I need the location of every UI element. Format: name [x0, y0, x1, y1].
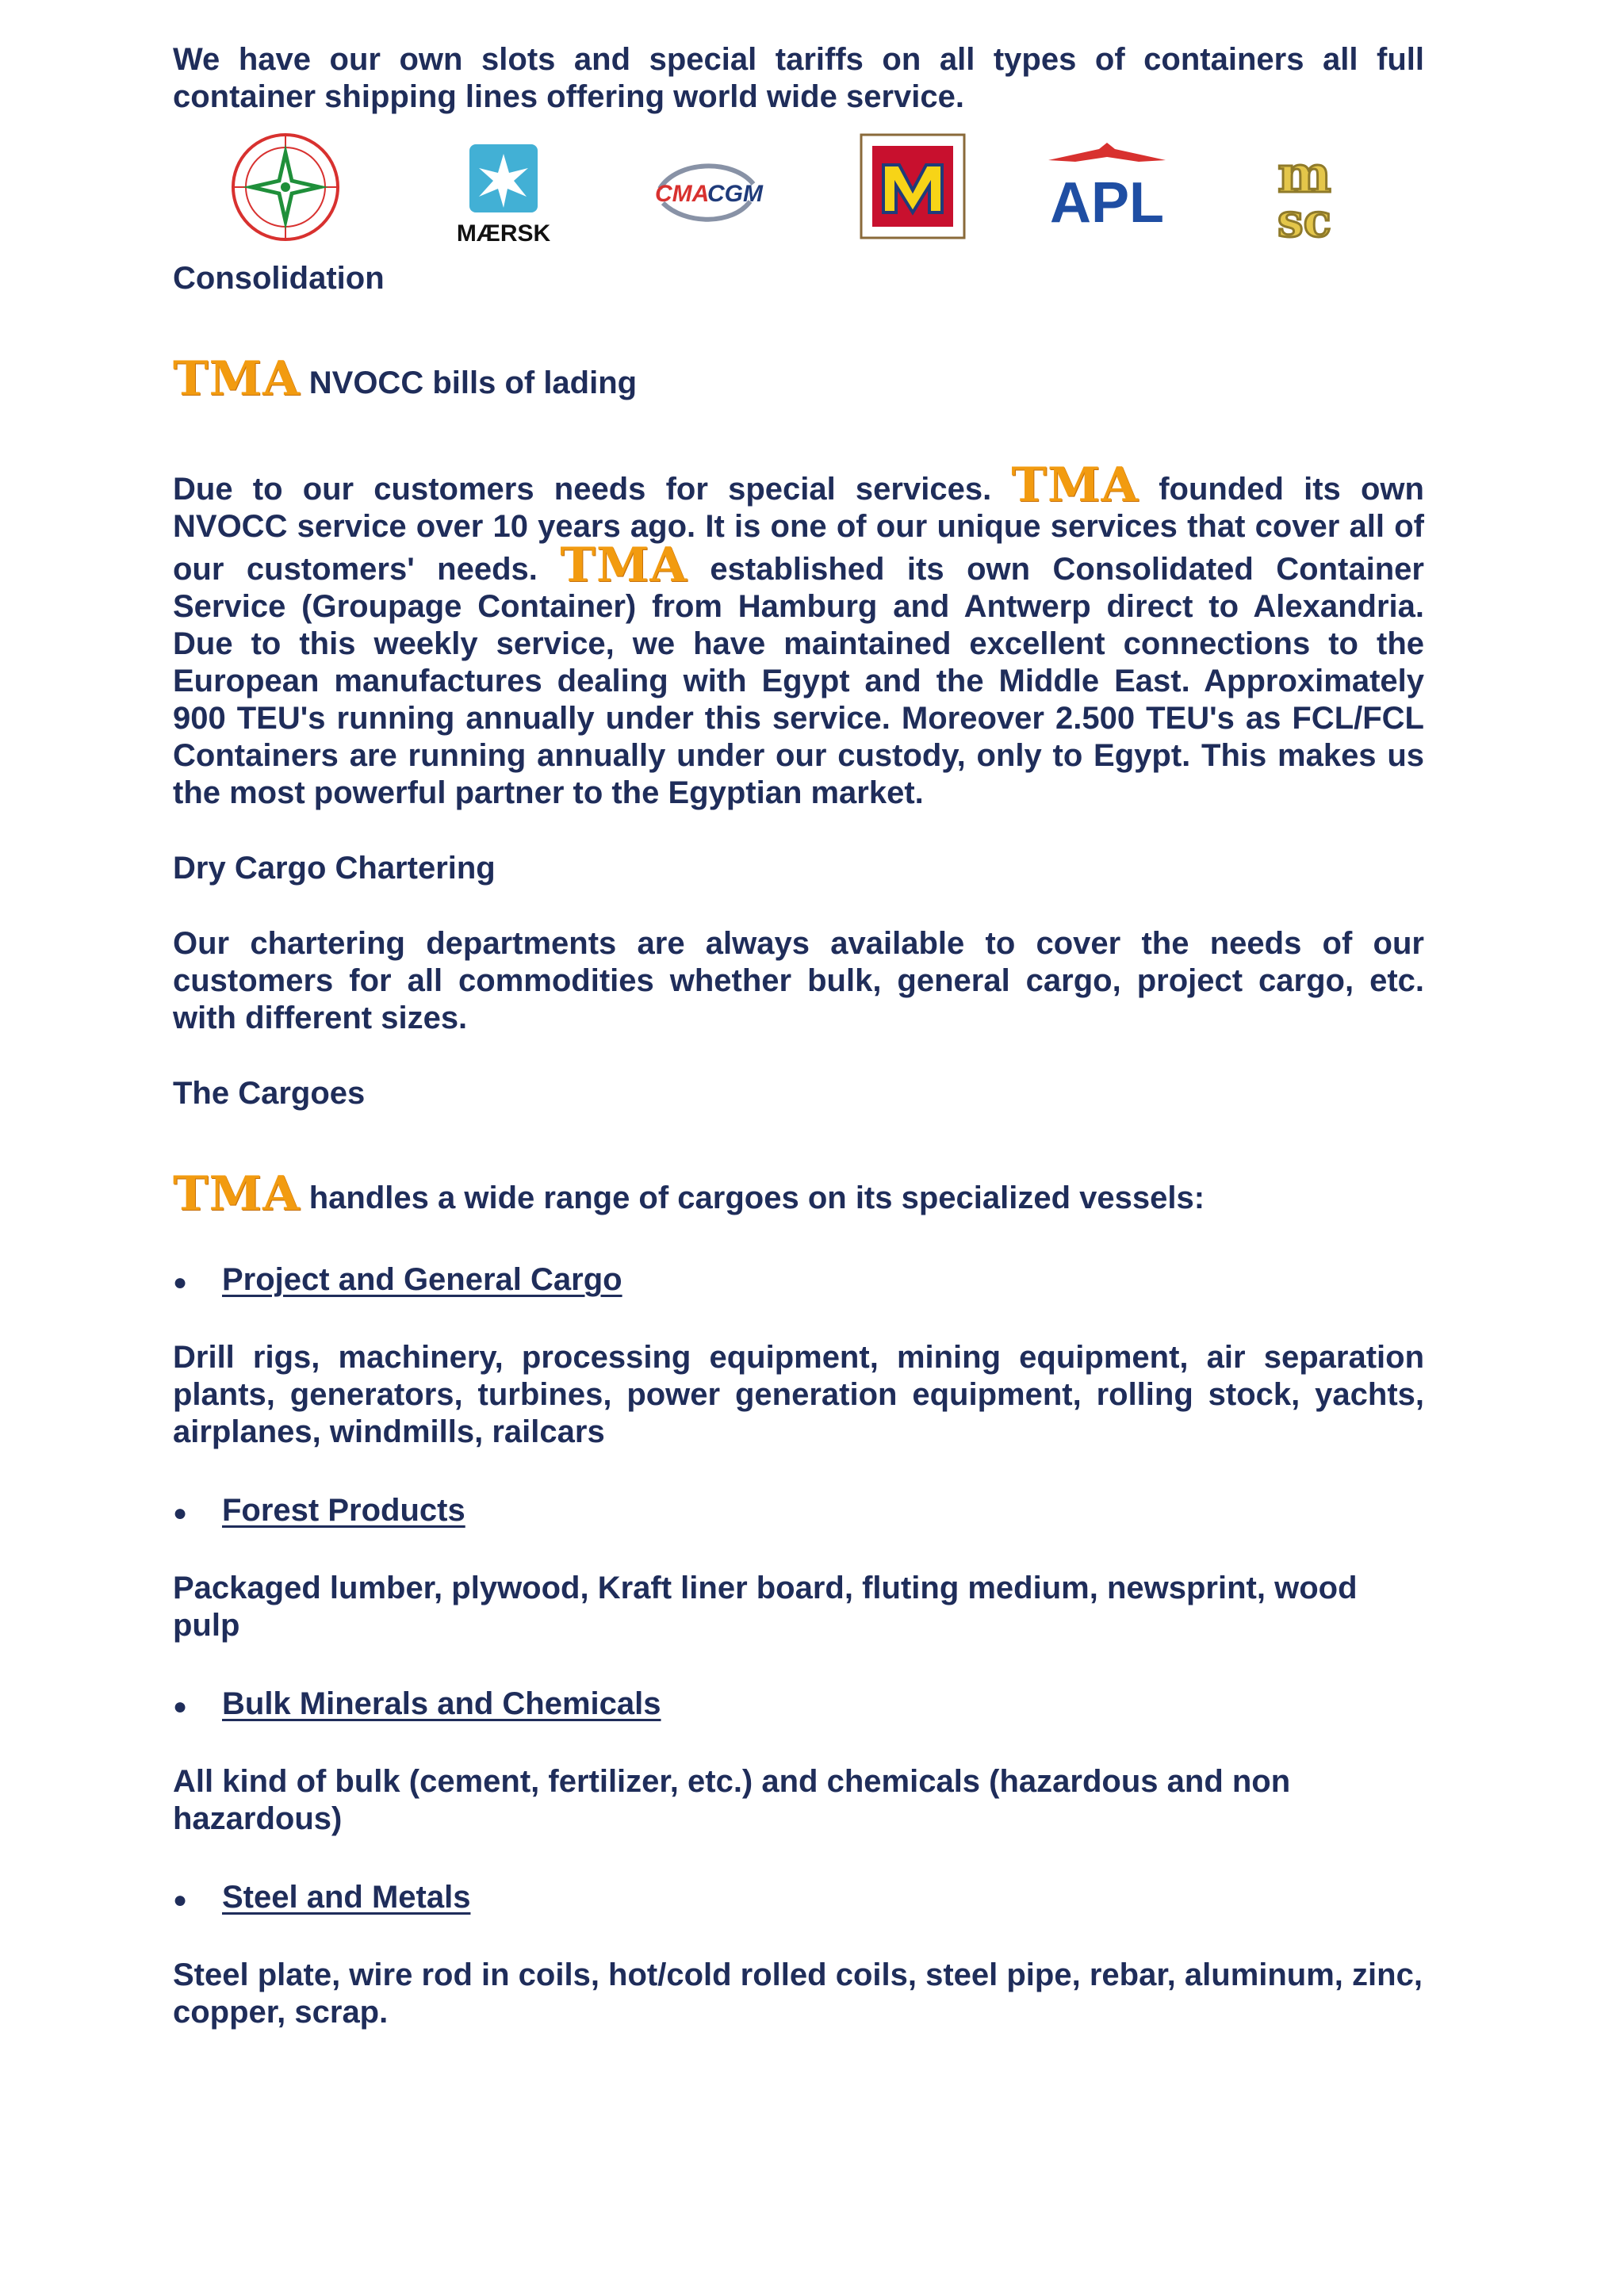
cargoes-intro: [173, 1166, 1424, 1222]
intro-paragraph: We have our own slots and special tariffs on all types of containers all full container shipping lines offering world wide service.: [173, 42, 1424, 114]
bullet-icon: ●: [173, 1500, 188, 1526]
tma-logo: TMA: [1011, 457, 1139, 513]
msc-logo: [1253, 143, 1356, 250]
cargo-item-label: Bulk Minerals and Chemicals: [222, 1686, 661, 1721]
bullet-icon: ●: [173, 1693, 188, 1720]
consolidation-paragraph: [173, 457, 1424, 812]
svg-text:sc: sc: [1277, 193, 1331, 246]
cargo-item: [173, 1686, 1424, 1725]
tma-logo: TMA: [173, 1166, 301, 1222]
consolidation-text-b: founded its own NVOCC service over 10 years ago. It is one of our unique services that cover all of our customers' needs.: [173, 472, 1424, 587]
apl-logo: [1044, 143, 1170, 235]
consolidation-text-a: Due to our customers needs for special services.: [173, 472, 992, 507]
chartering-paragraph: Our chartering departments are always available to cover the needs of our customers for all commodities whether bulk, general cargo, project cargo, etc. with different sizes.: [173, 926, 1424, 1035]
cargo-item-description: Steel plate, wire rod in coils, hot/cold rolled coils, steel pipe, rebar, aluminum, zinc, copper, scrap.: [173, 1957, 1423, 2030]
svg-text:MÆRSK: MÆRSK: [456, 220, 551, 247]
tma-logo: TMA: [173, 351, 301, 407]
svg-text:CGM: CGM: [707, 181, 763, 207]
svg-text:APL: APL: [1050, 171, 1164, 232]
cargo-item: [173, 1879, 1424, 1919]
svg-text:m: m: [1277, 145, 1331, 205]
svg-text:CMA: CMA: [655, 181, 710, 207]
cargoes-intro-text: handles a wide range of cargoes on its specialized vessels:: [308, 1181, 1205, 1215]
cargo-item-description: Packaged lumber, plywood, Kraft liner board, fluting medium, newsprint, wood pulp: [173, 1571, 1358, 1643]
document-page: [173, 41, 1424, 2031]
cargo-item: [173, 1261, 1424, 1301]
consolidation-text-c: established its own Consolidated Container Service (Groupage Container) from Hamburg and Antwerp direct to Alexandria. Due to this weekly service, we have maintained excellent connections to the European manufactures dealing with Egypt and the Middle East. Approximately 900 TEU's running annually under this service. Moreover 2.500 TEU's as FCL/FCL Containers are running annually under our custody, only to Egypt. This makes us the most powerful partner to the Egyptian market.: [173, 552, 1424, 810]
chartering-heading: Dry Cargo Chartering: [173, 851, 496, 886]
bullet-icon: ●: [173, 1269, 188, 1295]
bullet-icon: ●: [173, 1887, 188, 1913]
nvocc-heading: [173, 351, 1424, 407]
cargo-item-description: All kind of bulk (cement, fertilizer, etc.) and chemicals (hazardous and non hazardous): [173, 1764, 1291, 1836]
yang-ming-logo: [860, 133, 966, 243]
cargoes-heading: The Cargoes: [173, 1076, 366, 1111]
cargo-item-label: Steel and Metals: [222, 1880, 471, 1915]
cargo-item-description: Drill rigs, machinery, processing equipment, mining equipment, air separation plants, generators, turbines, power generation equipment, rolling stock, yachts, airplanes, windmills, railcars: [173, 1340, 1424, 1449]
cma-cgm-logo: [645, 152, 764, 235]
cargo-item-label: Project and General Cargo: [222, 1262, 622, 1297]
maersk-logo: [452, 144, 566, 251]
cargo-item-label: Forest Products: [222, 1493, 465, 1528]
consolidation-heading: Consolidation: [173, 261, 385, 296]
tma-logo: TMA: [560, 538, 688, 593]
cargo-item: [173, 1492, 1424, 1532]
shipping-line-logos: [173, 133, 1424, 260]
nvocc-heading-text: NVOCC bills of lading: [308, 365, 638, 400]
evergreen-logo: [228, 130, 343, 248]
